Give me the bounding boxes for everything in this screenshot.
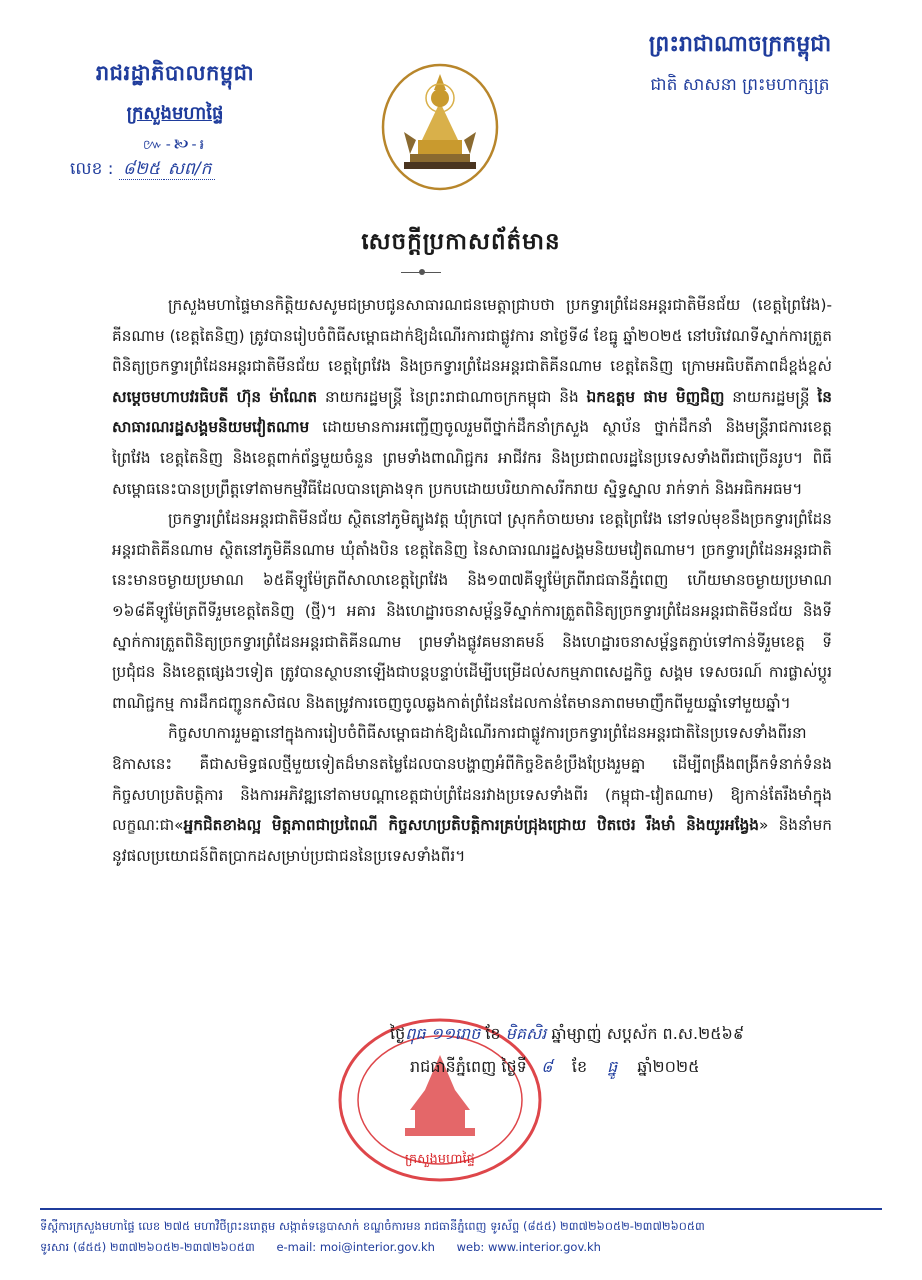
footer-fax: ទូរសារ (៨៥៥) ២៣៧២៦០៥២-២៣៧២៦០៥៣ <box>40 1240 255 1254</box>
paragraph-1: ក្រសួងមហាផ្ទៃមានកិត្តិយសសូមជម្រាបជូនសាធារណជនមេត្តាជ្រាបថា ប្រកទ្វារព្រំដែនអន្តរជាតិមីនជ័យ (ខេត្តព្រៃវែង)-គីនណាម (ខេត្តតៃនិញ) ត្រូវបានរៀបចំពិធីសម្ពោធដាក់ឱ្យដំណើរការជាផ្លូវការ នាថ្ងៃទី៨ ខែធ្នូ ឆ្នាំ២០២៥ នៅបរិវេណទីស្នាក់ការត្រួតពិនិត្យច្រកទ្វារព្រំដែនអន្តរជាតិមីនជ័យ ខេត្តព្រៃវែង និងច្រកទ្វារព្រំដែនអន្តរជាតិគីនណាម ខេត្តតៃនិញ ក្រោមអធិបតីភាពដ៏ខ្ពង់ខ្ពស់ សម្តេចមហាបវរធិបតី ហ៊ុន ម៉ាណែត នាយករដ្ឋមន្ត្រី នៃព្រះរាជាណាចក្រកម្ពុជា និង ឯកឧត្តម ផាម មិញជិញ នាយករដ្ឋមន្ត្រី នៃសាធារណរដ្ឋសង្គមនិយមវៀតណាម ដោយមានការអញ្ជើញចូលរួមពីថ្នាក់ដឹកនាំក្រសួង ស្ថាប័ន ថ្នាក់ដឹកនាំ និងមន្ត្រីរាជការខេត្តព្រៃវែង ខេត្តតៃនិញ និងខេត្តពាក់ព័ន្ធមួយចំនួន ព្រមទាំងពាណិជ្ជករ អាជីវករ និងប្រជាពលរដ្ឋនៃប្រទេសទាំងពីរជាច្រើនរូប។ ពិធីសម្ពោធនេះបានប្រព្រឹត្តទៅតាមកម្មវិធីដែលបានគ្រោងទុក ប្រកបដោយបរិយាកាសរីករាយ ស្និទ្ធស្នាល រាក់ទាក់ និងអធិកអធម។ <box>112 296 832 498</box>
signing-date: រាជធានីភ្នំពេញ ថ្ងៃទី ៨ ខែ ធ្នូ ឆ្នាំ២០២៥ <box>410 1056 830 1080</box>
handwritten-month2: ធ្នូ <box>607 1057 618 1076</box>
handwritten-day: ពុធ ១១រោច <box>405 1024 481 1043</box>
paragraph-3: កិច្ចសហការរួមគ្នានៅក្នុងការរៀបចំពិធីសម្ពោធដាក់ឱ្យដំណើរការជាផ្លូវការច្រកទ្វារព្រំដែនអន្តរជាតិនៃប្រទេសទាំងពីរនាឱកាសនេះ គឺជាសមិទ្ធផលថ្មីមួយទៀតដ៏មានតម្លៃដែលបានបង្ហាញអំពីកិច្ចខិតខំប្រឹងប្រែងរួមគ្នា ដើម្បីពង្រឹងពង្រីកទំនាក់ទំនង កិច្ចសហប្រតិបត្តិការ និងការអភិវឌ្ឍនៅតាមបណ្តាខេត្តជាប់ព្រំដែនរវាងប្រទេសទាំងពីរ (កម្ពុជា-វៀតណាម) ឱ្យកាន់តែរឹងមាំក្នុងលក្ខណៈជា«អ្នកជិតខាងល្អ មិត្តភាពជាប្រពៃណី កិច្ចសហប្រតិបត្តិការគ្រប់ជ្រុងជ្រោយ ឋិតថេរ រឹងមាំ និងយូរអង្វែង» និងនាំមកនូវផលប្រយោជន៍ពិតប្រាកដសម្រាប់ប្រជាជននៃប្រទេសទាំងពីរ។ <box>112 724 832 865</box>
footer-address: ទីស្តីការក្រសួងមហាផ្ទៃ លេខ ២៧៥ មហាវិថីព្រះនរោត្តម សង្កាត់ទន្លេបាសាក់ ខណ្ឌចំការមន រាជធានីភ្នំពេញ ទូរស័ព្ទ (៨៥៥) ២៣៧២៦០៥២-២៣៧២៦០៥៣ <box>40 1219 705 1233</box>
ornament: ៚-🙤-៛ <box>142 137 208 153</box>
government-name: រាជរដ្ឋាភិបាលកម្ពុជា <box>95 61 255 85</box>
ministry-emblem <box>380 62 500 192</box>
document-title: សេចក្តីប្រកាសព័ត៌មាន <box>361 229 561 255</box>
footer-divider <box>40 1208 882 1210</box>
footer <box>40 1216 882 1258</box>
right-header <box>600 30 880 99</box>
paragraph-2: ច្រកទ្វារព្រំដែនអន្តរជាតិមីនជ័យ ស្ថិតនៅភូមិត្បូងវត្ត ឃុំក្របៅ ស្រុកកំចាយមារ ខេត្តព្រៃវែង នៅទល់មុខនឹងច្រកទ្វារព្រំដែនអន្តរជាតិគីនណាម ស្ថិតនៅភូមិគីនណាម ឃុំតាំងបិន ខេត្តតៃនិញ នៃសាធារណរដ្ឋសង្គមនិយមវៀតណាម។ ច្រកទ្វារព្រំដែនអន្តរជាតិនេះមានចម្ងាយប្រមាណ ៦៥គីឡូម៉ែត្រពីសាលាខេត្តព្រៃវែង និង១៣៧គីឡូម៉ែត្រពីរាជធានីភ្នំពេញ ហើយមានចម្ងាយប្រមាណ ១៦៨គីឡូម៉ែត្រពីទីរួមខេត្តតៃនិញ (ថ្មី)។ អគារ និងហេដ្ឋារចនាសម្ព័ន្ធទីស្នាក់ការត្រួតពិនិត្យច្រកទ្វារព្រំដែនអន្តរជាតិមីនជ័យ និងទីស្នាក់ការត្រួតពិនិត្យច្រកទ្វារព្រំដែនអន្តរជាតិគីនណាម ព្រមទាំងផ្លូវគមនាគមន៍ និងហេដ្ឋារចនាសម្ព័ន្ធតភ្ជាប់ទៅកាន់ទីរួមខេត្ត ទីប្រជុំជន និងខេត្តផ្សេងៗទៀត ត្រូវបានស្ថាបនាឡើងជាបន្តបន្ទាប់ដើម្បីបម្រើដល់សកម្មភាពសេដ្ឋកិច្ច សង្គម ទេសចរណ៍ ការផ្លាស់ប្តូរពាណិជ្ជកម្ម ការដឹកជញ្ជូនកសិផល និងតម្រូវការចេញចូលឆ្លងកាត់ព្រំដែនដែលកាន់តែមានភាពមមាញឹកពីមួយឆ្នាំទៅមួយឆ្នាំ។ <box>112 510 832 712</box>
ref-number: ៨២៥ <box>119 159 164 180</box>
document-body <box>112 290 832 871</box>
title-divider-dot <box>419 269 425 275</box>
lunar-date: ថ្ងៃពុធ ១១រោច ខែ មិគសិរ ឆ្នាំម្សាញ់ សប្តស័ក ព.ស.២៥៦៩ <box>390 1023 840 1047</box>
footer-email[interactable]: e-mail: moi@interior.gov.kh <box>276 1240 435 1254</box>
national-motto: ជាតិ សាសនា ព្រះមហាក្សត្រ <box>650 75 830 95</box>
ministry-name: ក្រសួងមហាផ្ទៃ <box>126 103 224 124</box>
footer-web[interactable]: web: www.interior.gov.kh <box>456 1240 601 1254</box>
seal-text: ក្រសួងមហាផ្ទៃ <box>405 1152 475 1167</box>
ref-label: លេខ : <box>70 159 119 179</box>
handwritten-date: ៨ <box>541 1057 553 1076</box>
reference-number <box>70 158 215 183</box>
handwritten-month: មិគសិរ <box>505 1024 547 1043</box>
kingdom-name: ព្រះរាជាណាចក្រកម្ពុជា <box>648 32 832 57</box>
left-header <box>60 60 290 158</box>
ref-suffix: សព/ក <box>164 159 216 180</box>
